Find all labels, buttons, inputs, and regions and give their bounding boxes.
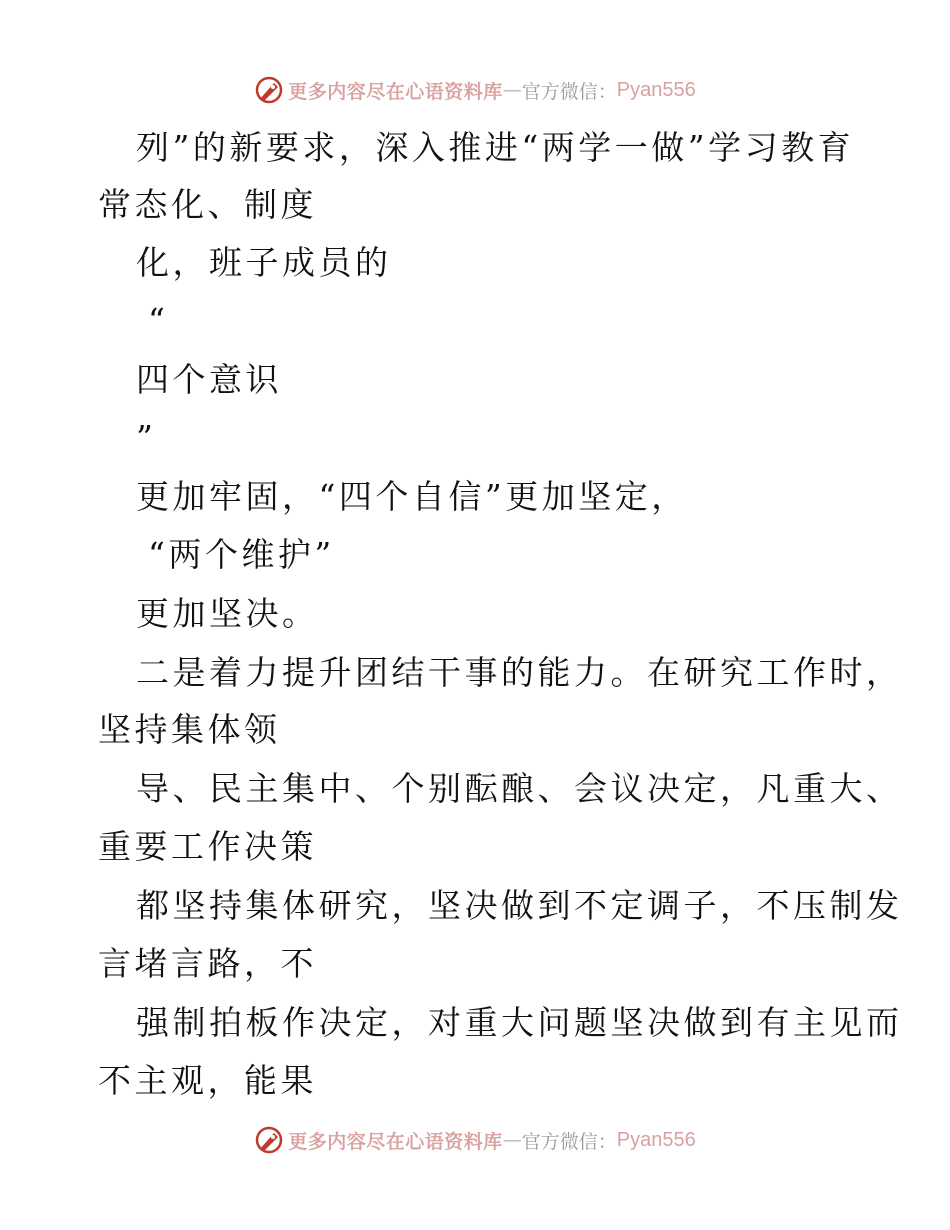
body-line: 言堵言路，不 xyxy=(98,944,317,983)
header-wechat-label: 官方微信： xyxy=(521,80,617,103)
body-line: 列”的新要求，深入推进“两学一做”学习教育 xyxy=(136,128,855,167)
header-dash: — xyxy=(502,79,522,101)
footer-dash: — xyxy=(502,1129,522,1151)
body-line: 更加坚决。 xyxy=(136,594,319,633)
footer-wechat-label: 官方微信： xyxy=(521,1130,617,1153)
body-line: “ xyxy=(148,301,169,340)
footer-brand-text: 更多内容尽在心语资料库 xyxy=(288,1130,503,1153)
footer-handle: Pyan556 xyxy=(616,1128,696,1151)
body-line: 都坚持集体研究，坚决做到不定调子，不压制发 xyxy=(136,886,903,925)
header-handle: Pyan556 xyxy=(616,78,696,101)
header-banner xyxy=(0,70,950,110)
body-line: 常态化、制度 xyxy=(98,185,317,224)
body-line: 四个意识 xyxy=(136,360,282,399)
body-line: 导、民主集中、个别酝酿、会议决定，凡重大、 xyxy=(136,769,903,808)
pen-nib-logo-icon xyxy=(254,1125,284,1155)
body-line: 坚持集体领 xyxy=(98,710,281,749)
body-line: 强制拍板作决定，对重大问题坚决做到有主见而 xyxy=(136,1003,903,1042)
body-line: 重要工作决策 xyxy=(98,827,317,866)
body-line: ” xyxy=(136,418,157,457)
pen-nib-logo-icon xyxy=(254,75,284,105)
body-line: “两个维护” xyxy=(148,535,335,574)
body-line: 化，班子成员的 xyxy=(136,243,392,282)
body-line: 二是着力提升团结干事的能力。在研究工作时， xyxy=(136,653,903,692)
footer-banner xyxy=(0,1120,950,1160)
body-line: 更加牢固，“四个自信”更加坚定， xyxy=(136,477,688,516)
header-brand-text: 更多内容尽在心语资料库 xyxy=(288,80,503,103)
body-line: 不主观，能果 xyxy=(98,1061,317,1100)
